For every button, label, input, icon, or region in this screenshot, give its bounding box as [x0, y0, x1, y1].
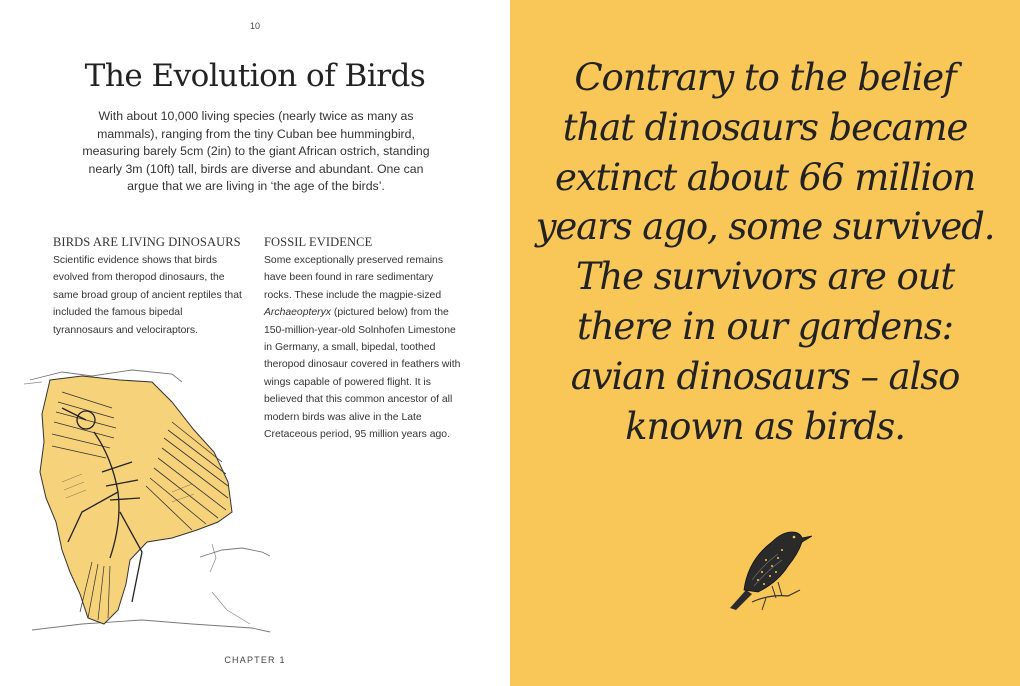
- column-2-text-start: Some exceptionally preserved remains have been found in rare sedimentary rocks. These include the magpie-sized: [264, 255, 444, 301]
- column-2-text: [264, 252, 462, 443]
- page-title: The Evolution of Birds: [84, 58, 426, 94]
- starling-illustration: [722, 520, 812, 612]
- column-1-paragraph: Scientific evidence shows that birds evolved from theropod dinosaurs, the same broad group of ancient reptiles that included the famous bipedal tyrannosaurs and velociraptors.: [53, 255, 242, 336]
- intro-paragraph: With about 10,000 living species (nearly twice as many as mammals), ranging from the tiny Cuban bee hummingbird, measuring barely 5cm (2in) to the giant African ostrich, standing nearly 3m (10ft) tall, birds are diverse and abundant. One can argue that we are living in ‘the age of the birds’.: [82, 109, 430, 193]
- chapter-label: CHAPTER 1: [224, 655, 286, 665]
- pull-quote: Contrary to the belief that dinosaurs became extinct about 66 million years ago, some survived. The survivors are out there in our gardens: avian dinosaurs – also known as birds.: [535, 56, 995, 448]
- archaeopteryx-fossil-illustration: [22, 362, 272, 637]
- column-2-text-end: (pictured below) from the 150-million-year-old Solnhofen Limestone in Germany, a small, bipedal, toothed theropod dinosaur covered in feathers with wings capable of powered flight. It is believed that this common ancestor of all modern birds was alive in the Late Cretaceous period, 95 million years ago.: [264, 307, 461, 441]
- column-1-text: [53, 252, 245, 339]
- column-1-heading: BIRDS ARE LIVING DINOSAURS: [53, 235, 241, 249]
- column-2-heading: FOSSIL EVIDENCE: [264, 235, 373, 249]
- column-2-paragraph: [264, 252, 462, 443]
- page-number: 10: [249, 21, 260, 31]
- species-name: Archaeopteryx: [264, 307, 331, 319]
